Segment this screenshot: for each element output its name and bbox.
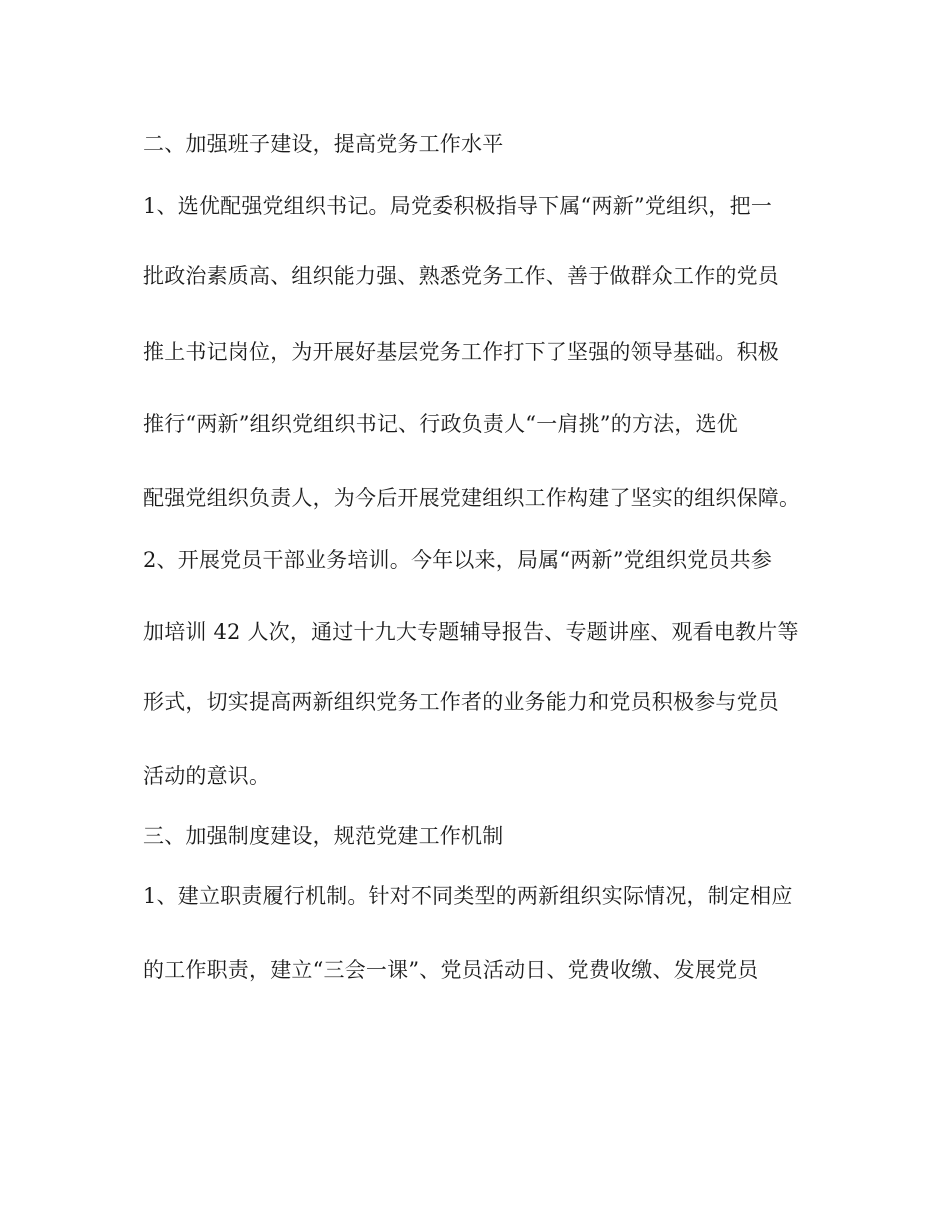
paragraph-line: 1、选优配强党组织书记。局党委积极指导下属“两新”党组织，把一 — [143, 194, 773, 218]
paragraph-line: 1、建立职责履行机制。针对不同类型的两新组织实际情况，制定相应 — [143, 884, 793, 908]
paragraph-line: 推上书记岗位，为开展好基层党务工作打下了坚强的领导基础。积极 — [143, 340, 779, 364]
paragraph-line: 批政治素质高、组织能力强、熟悉党务工作、善于做群众工作的党员 — [143, 264, 779, 288]
paragraph-line: 2、开展党员干部业务培训。今年以来，局属“两新”党组织党员共参 — [143, 548, 773, 572]
section-heading-2: 二、加强班子建设，提高党务工作水平 — [143, 132, 504, 156]
paragraph-line: 形式，切实提高两新组织党务工作者的业务能力和党员积极参与党员 — [143, 690, 779, 714]
paragraph-line: 的工作职责，建立“三会一课”、党员活动日、党费收缴、发展党员 — [143, 958, 759, 982]
paragraph-line: 加培训 42 人次，通过十九大专题辅导报告、专题讲座、观看电教片等 — [143, 620, 799, 644]
paragraph-line: 推行“两新”组织党组织书记、行政负责人“一肩挑”的方法，选优 — [143, 412, 738, 436]
paragraph-line: 活动的意识。 — [143, 764, 271, 788]
section-heading-3: 三、加强制度建设，规范党建工作机制 — [143, 824, 504, 848]
paragraph-line: 配强党组织负责人，为今后开展党建组织工作构建了坚实的组织保障。 — [143, 486, 801, 510]
